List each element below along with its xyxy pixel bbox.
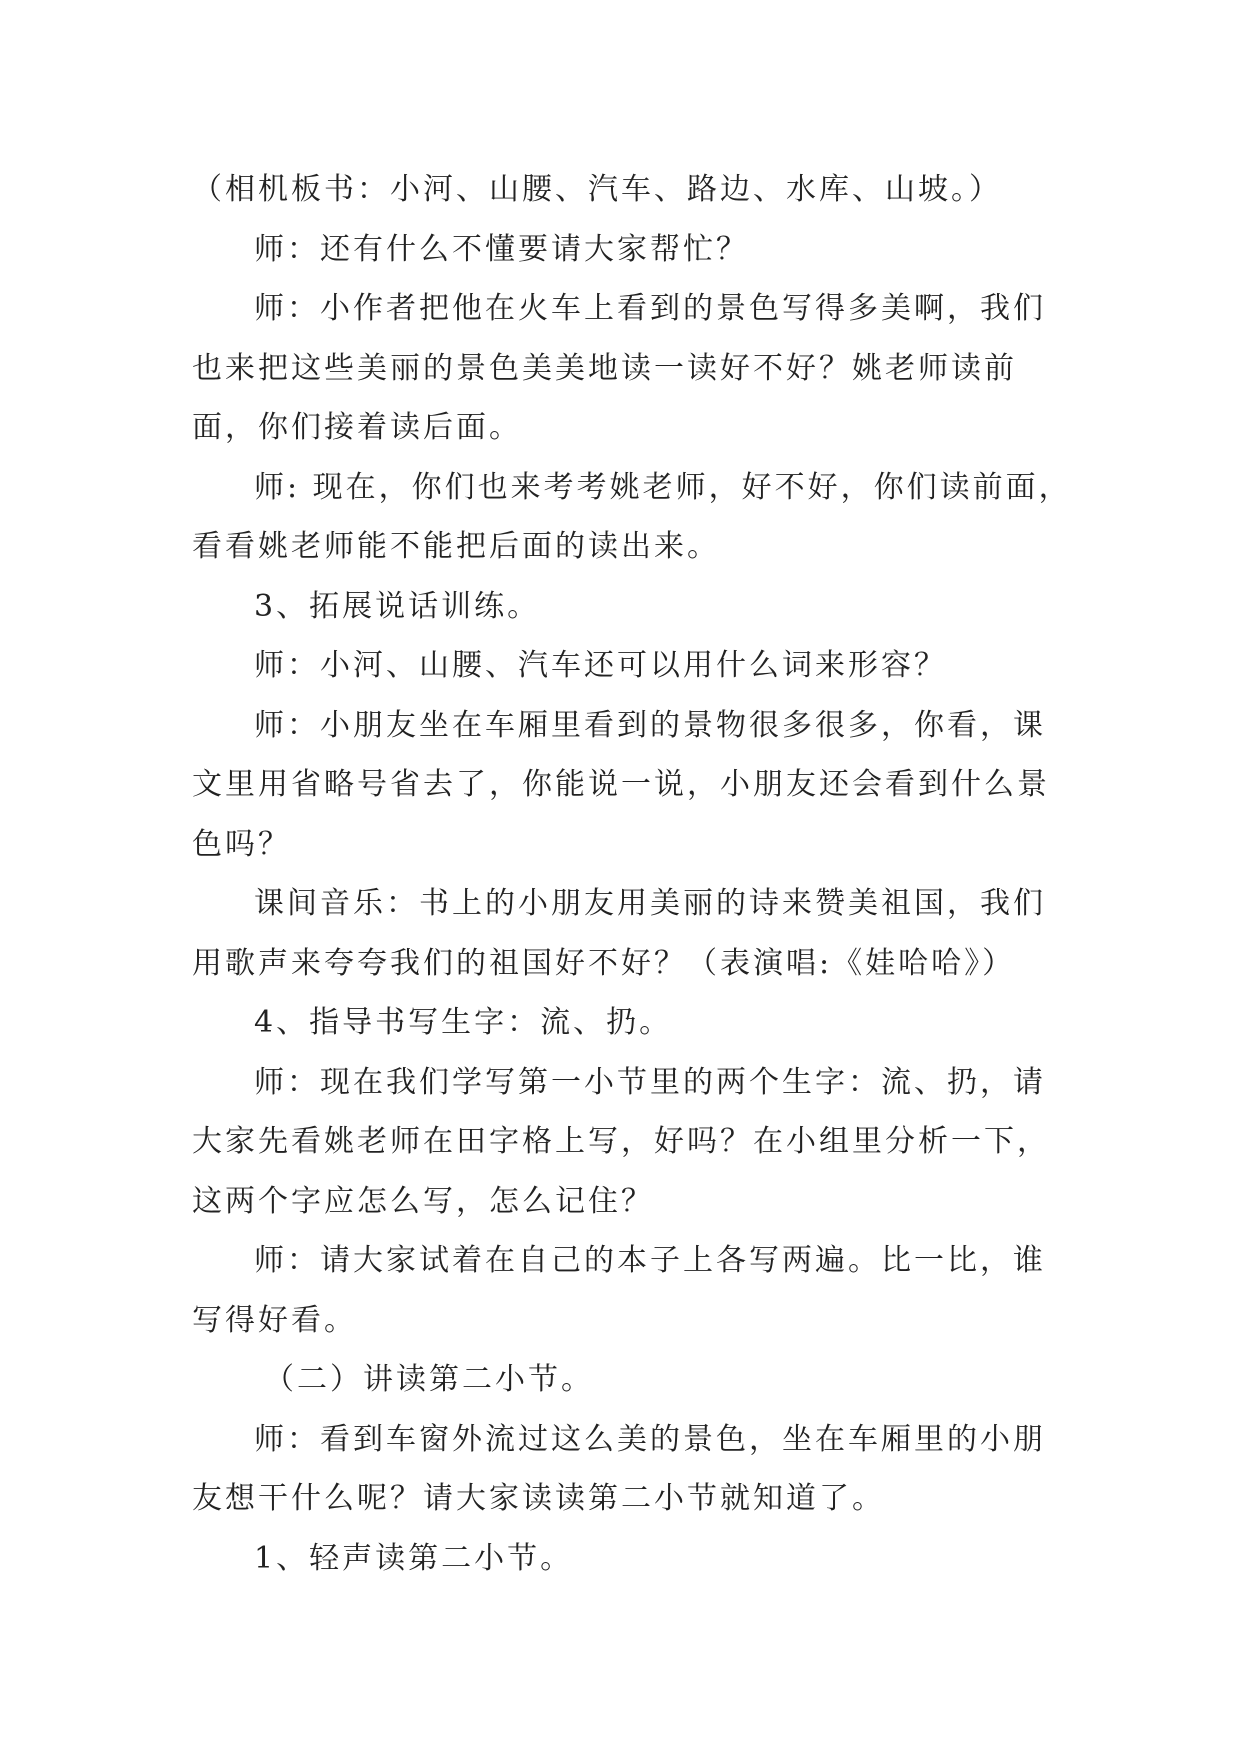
paragraph-scenery-ellipsis: 师：小朋友坐在车厢里看到的景物很多很多，你看，课文里用省略号省去了，你能说一说，小朋友还会看到什么景色吗？: [192, 707, 1050, 862]
paragraph-teacher-question: 师：还有什么不懂要请大家帮忙？: [254, 231, 749, 267]
document-body: [192, 160, 1072, 1588]
section-heading-second-stanza: （二）讲读第二小节。: [264, 1362, 594, 1397]
paragraph-describe-words: 师：小河、山腰、汽车还可以用什么词来形容？: [254, 648, 947, 683]
section-heading-quiet-reading: 1、轻声读第二小节。: [254, 1540, 574, 1576]
paragraph-teacher-test: 师: 现在，你们也来考考姚老师，好不好，你们读前面，看看姚老师能不能把后面的读出来。: [192, 469, 1072, 564]
section-heading-writing-characters: 4、指导书写生字：流、扔。: [254, 1005, 673, 1040]
paragraph-window-scenery: 师：看到车窗外流过这么美的景色，坐在车厢里的小朋友想干什么呢？请大家读读第二小节就知道了。: [192, 1421, 1046, 1516]
paragraph-class-music: 课间音乐：书上的小朋友用美丽的诗来赞美祖国，我们用歌声来夸夸我们的祖国好不好？（表演唱:《娃哈哈》）: [192, 886, 1046, 981]
section-heading-speaking-practice: 3、拓展说话训练。: [254, 588, 541, 624]
paragraph-practice-writing: 师：请大家试着在自己的本子上各写两遍。比一比，谁写得好看。: [192, 1243, 1046, 1338]
paragraph-teacher-reading: 师：小作者把他在火车上看到的景色写得多美啊，我们也来把这些美丽的景色美美地读一读好不好？姚老师读前面，你们接着读后面。: [192, 291, 1046, 445]
paragraph-learn-characters: 师：现在我们学写第一小节里的两个生字：流、扔，请大家先看姚老师在田字格上写，好吗？在小组里分析一下，这两个字应怎么写，怎么记住？: [192, 1064, 1050, 1219]
paragraph-board-notes: （相机板书：小河、山腰、汽车、路边、水库、山坡。）: [192, 172, 1002, 207]
